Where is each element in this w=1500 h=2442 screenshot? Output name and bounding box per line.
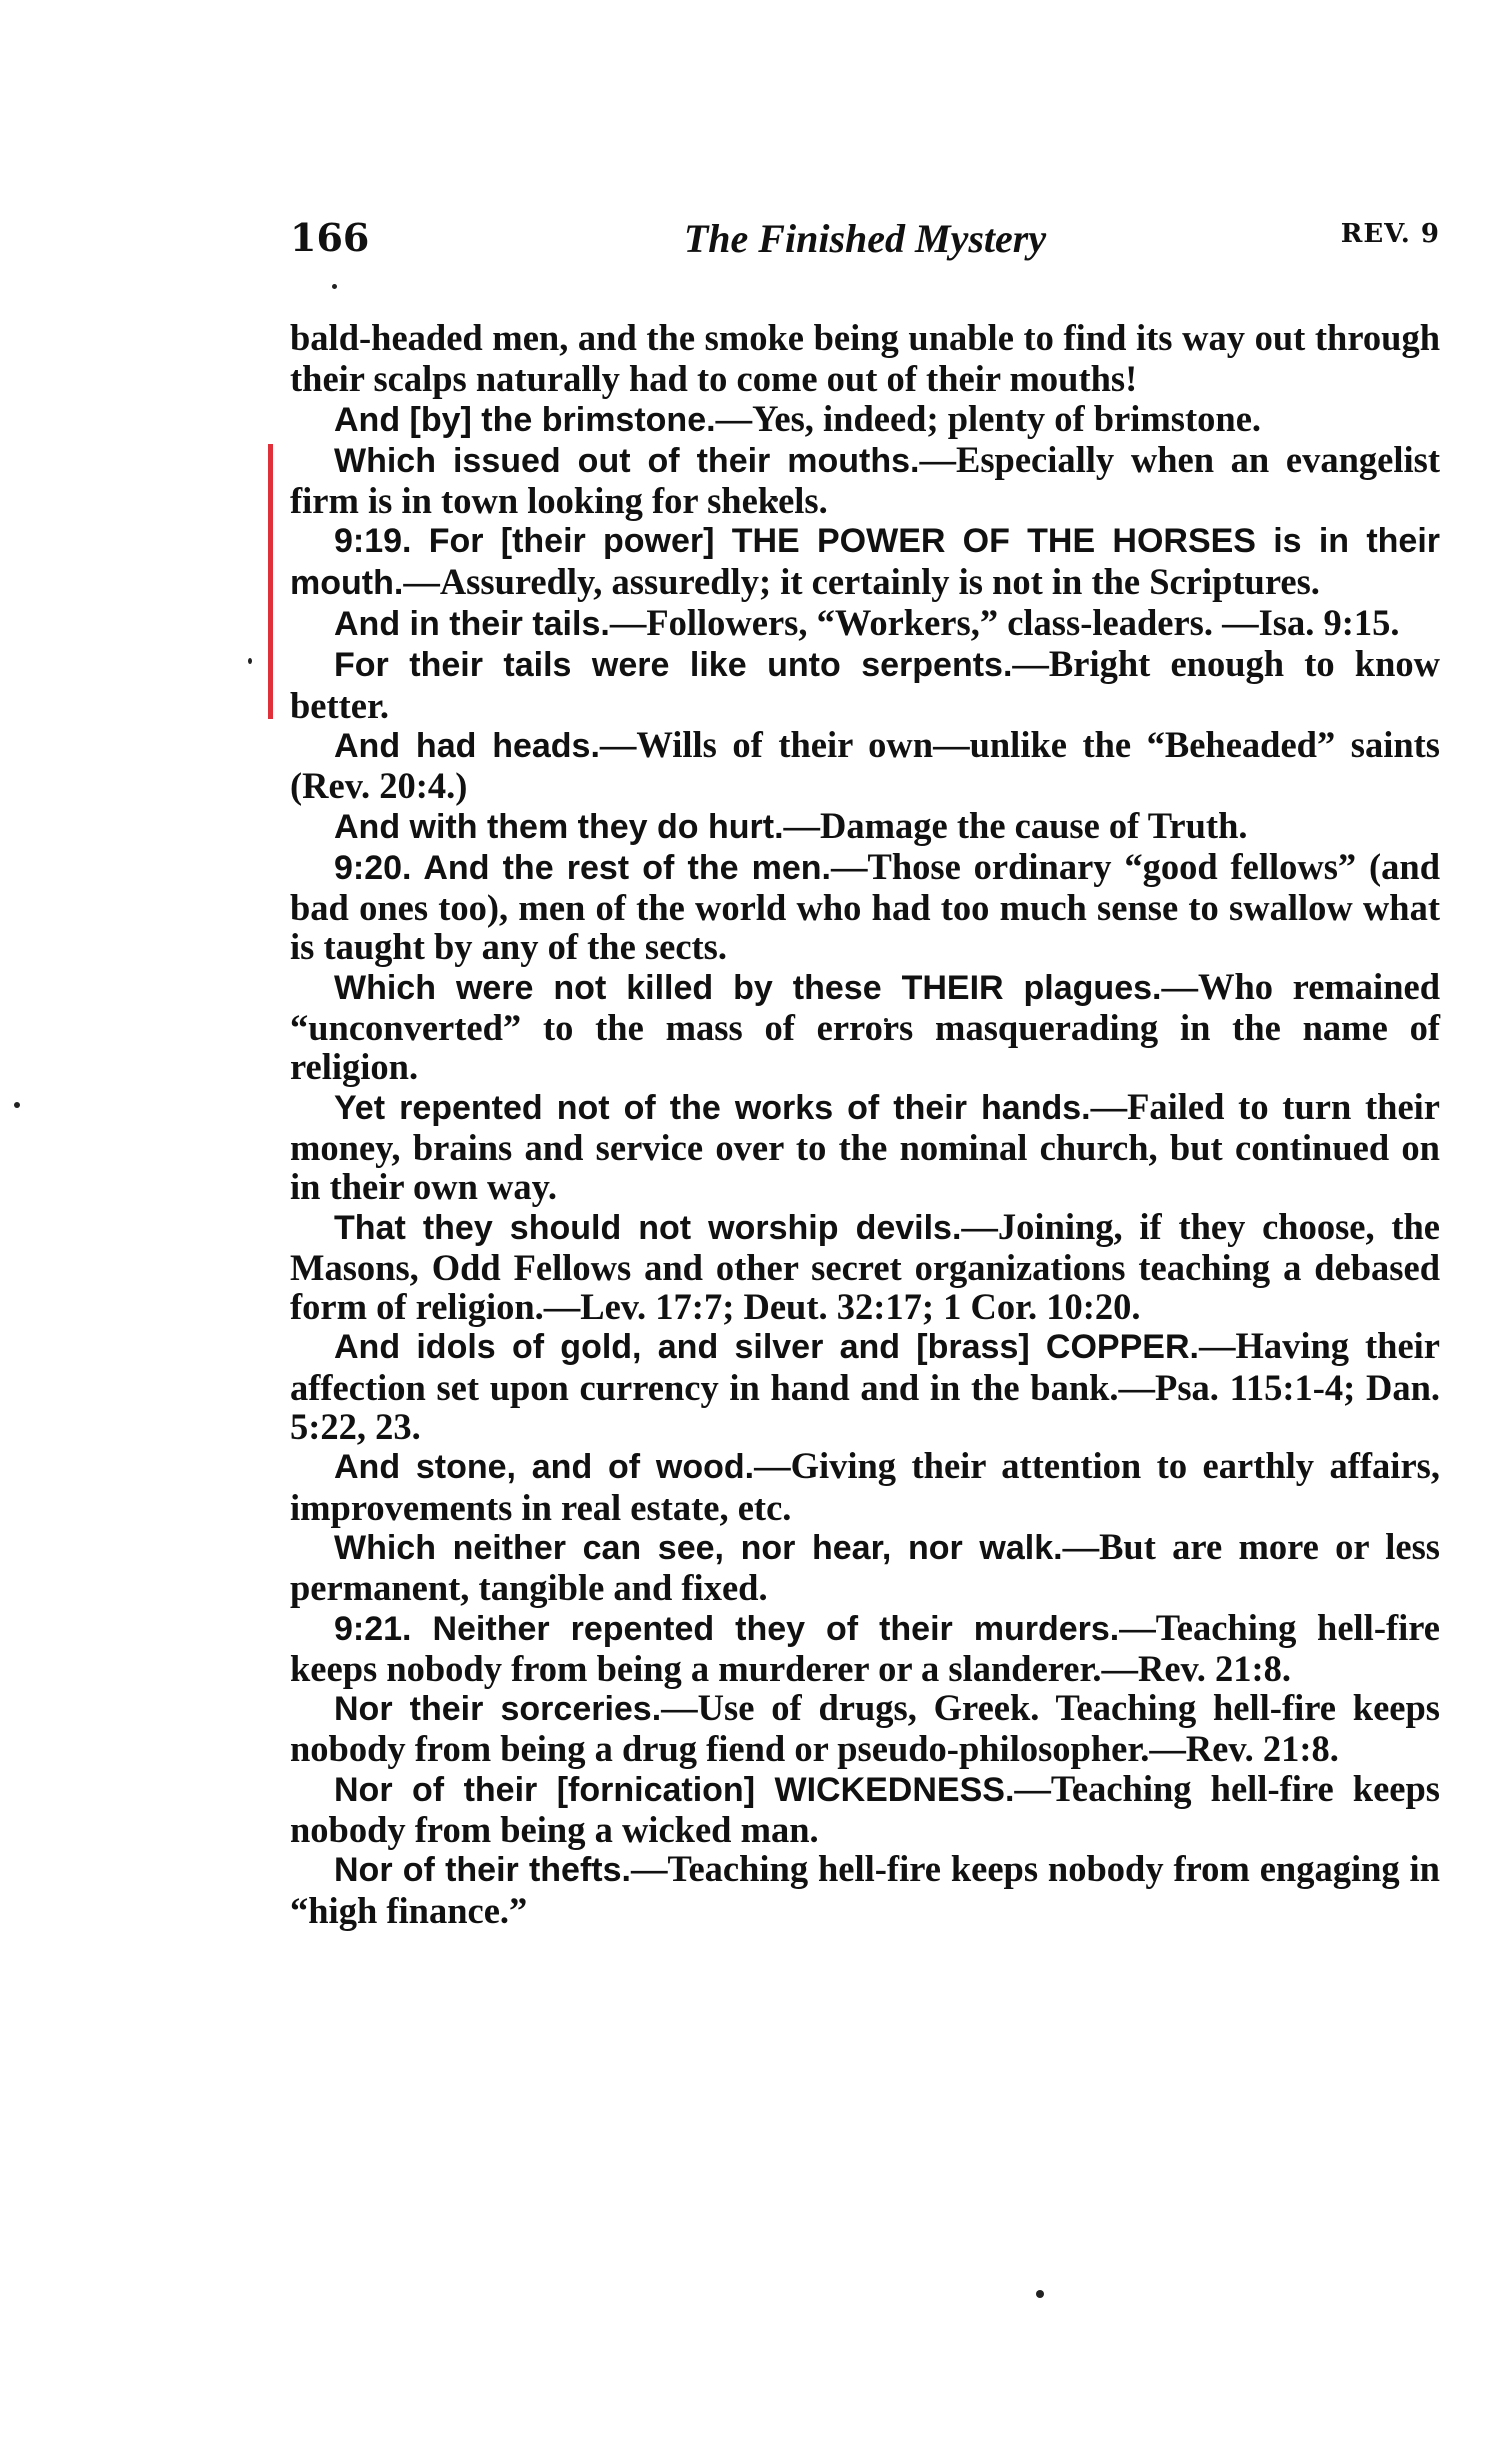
lead-phrase: And in their tails. xyxy=(334,605,610,644)
lead-phrase: And with them they do hurt. xyxy=(334,807,784,846)
commentary-text: —Teaching hell-fire keeps nobody from being a wicked man. xyxy=(290,1767,1440,1850)
lead-phrase: 9:20. And the rest of the men. xyxy=(334,848,832,887)
page-header xyxy=(290,215,1440,265)
section-reference: REV. 9 xyxy=(1340,219,1440,249)
commentary-text: —Bright enough to know better. xyxy=(290,643,1440,726)
paragraph xyxy=(290,847,1440,967)
lead-phrase: 9:19. For [their power] THE POWER OF THE HORSES is in their mouth. xyxy=(290,522,1440,602)
paragraph xyxy=(290,520,1440,603)
margin-highlight-bar xyxy=(268,444,273,719)
lead-phrase: And had heads. xyxy=(334,726,600,765)
paragraph xyxy=(290,1087,1440,1207)
commentary-text: —Giving their attention to earthly affairs, improvements in real estate, etc. xyxy=(290,1445,1440,1528)
paragraph xyxy=(290,644,1440,725)
paragraph xyxy=(290,806,1440,847)
commentary-text: bald-headed men, and the smoke being unable to find its way out through their scalps naturally had to come out of their mouths! xyxy=(290,317,1440,400)
lead-phrase: Yet repented not of the works of their hands. xyxy=(334,1088,1091,1127)
lead-phrase: Which were not killed by these THEIR plagues. xyxy=(334,968,1162,1007)
lead-phrase: Which neither can see, nor hear, nor walk. xyxy=(334,1528,1063,1567)
paragraph xyxy=(290,1849,1440,1930)
commentary-text: —Yes, indeed; plenty of brimstone. xyxy=(715,397,1262,439)
commentary-text: —But are more or less permanent, tangible and fixed. xyxy=(290,1525,1441,1609)
paragraph xyxy=(290,1446,1440,1527)
commentary-text: —Those ordinary “good fellows” (and bad ones too), men of the world who had too much sense to swallow what is taught by any of the sects. xyxy=(290,845,1440,968)
commentary-text: —Followers, “Workers,” class-leaders. —Isa. 9:15. xyxy=(609,602,1400,644)
print-speck xyxy=(1036,2290,1044,2298)
paragraph xyxy=(290,1688,1440,1769)
running-title: The Finished Mystery xyxy=(683,216,1047,261)
commentary-text: —Teaching hell-fire keeps nobody from being a murderer or a slanderer.—Rev. 21:8. xyxy=(290,1606,1441,1689)
paragraph xyxy=(290,603,1440,644)
lead-phrase: And idols of gold, and silver and [brass] COPPER. xyxy=(334,1328,1199,1367)
print-speck xyxy=(332,284,337,289)
commentary-text: —Teaching hell-fire keeps nobody from engaging in “high finance.” xyxy=(290,1848,1440,1931)
paragraph xyxy=(290,1769,1440,1850)
commentary-text: —Assuredly, assuredly; it certainly is not in the Scriptures. xyxy=(403,560,1320,602)
paragraph xyxy=(290,318,1440,399)
commentary-text: —Having their affection set upon currency in hand and in the bank.—Psa. 115:1-4; Dan. 5:22, 23. xyxy=(290,1325,1440,1448)
commentary-text: —Joining, if they choose, the Masons, Odd Fellows and other secret organizations teaching a debased form of religion.—Lev. 17:7; Deut. 32:17; 1 Cor. 10:20. xyxy=(290,1205,1440,1328)
page-number: 166 xyxy=(290,215,370,260)
commentary-text: —Failed to turn their money, brains and service over to the nominal church, but continued on in their own way. xyxy=(290,1085,1440,1208)
paragraph xyxy=(290,1207,1440,1327)
paragraph xyxy=(290,1608,1440,1689)
paragraph xyxy=(290,1527,1440,1608)
paragraph xyxy=(290,399,1440,440)
page-body xyxy=(290,318,1440,1930)
commentary-text: —Especially when an evangelist firm is in town looking for shekels. xyxy=(290,438,1440,522)
lead-phrase: Which issued out of their mouths. xyxy=(334,441,920,480)
commentary-text: —Who remained “unconverted” to the mass of errors masquerading in the name of religion. xyxy=(290,965,1441,1088)
lead-phrase: And [by] the brimstone. xyxy=(334,400,716,439)
lead-phrase: Nor of their thefts. xyxy=(334,1851,631,1890)
print-speck xyxy=(14,1102,20,1108)
lead-phrase: Nor their sorceries. xyxy=(334,1690,662,1729)
print-speck xyxy=(248,658,252,664)
lead-phrase: And stone, and of wood. xyxy=(334,1448,755,1487)
lead-phrase: Nor of their [fornication] WICKEDNESS. xyxy=(334,1770,1015,1809)
paragraph xyxy=(290,1326,1440,1446)
commentary-text: —Damage the cause of Truth. xyxy=(783,804,1248,846)
commentary-text: —Wills of their own—unlike the “Beheaded” saints (Rev. 20:4.) xyxy=(290,723,1440,807)
commentary-text: —Use of drugs, Greek. Teaching hell-fire keeps nobody from being a drug fiend or pseudo-philosopher.—Rev. 21:8. xyxy=(290,1687,1440,1770)
lead-phrase: 9:21. Neither repented they of their murders. xyxy=(334,1609,1120,1648)
paragraph xyxy=(290,967,1440,1087)
paragraph xyxy=(290,440,1440,521)
lead-phrase: That they should not worship devils. xyxy=(334,1208,962,1247)
lead-phrase: For their tails were like unto serpents. xyxy=(334,646,1013,685)
paragraph xyxy=(290,725,1440,806)
